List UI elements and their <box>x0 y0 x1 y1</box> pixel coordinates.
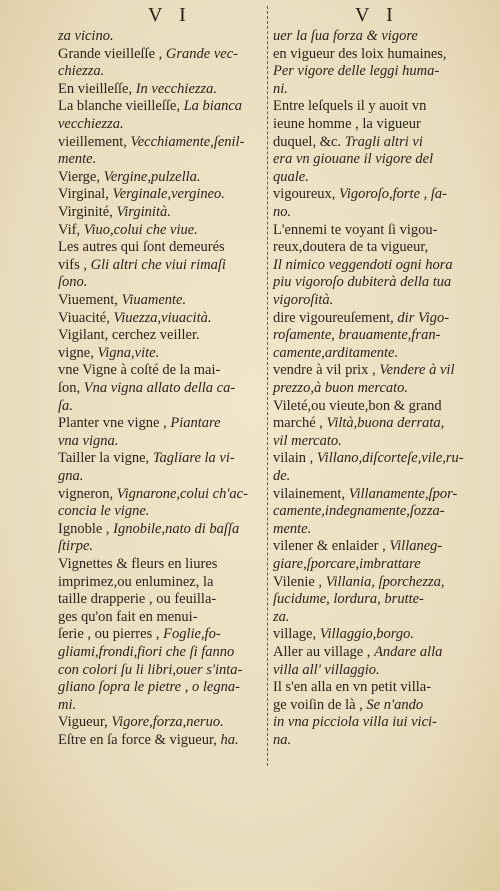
french-text: En vieilleſſe, <box>58 80 136 97</box>
italian-text: uer la ſua forza & vigore <box>273 28 418 44</box>
italian-text: era vn giouane il vigore del <box>273 151 434 168</box>
text-line <box>58 556 217 573</box>
italian-text: gna. <box>58 468 84 484</box>
italian-text: Villaneg- <box>389 538 443 555</box>
french-text: Vigueur, <box>58 714 112 731</box>
italian-text: camente,arditamente. <box>273 344 399 361</box>
text-line <box>273 714 437 731</box>
italian-text: Andare alla <box>374 644 443 660</box>
italian-text: de. <box>273 468 291 484</box>
italian-text: in vna picciola villa iui vici- <box>273 714 437 731</box>
text-line <box>273 327 440 344</box>
italian-text: mente. <box>58 151 97 168</box>
italian-text: Villano,diſcorteſe,vile,ru- <box>316 450 464 467</box>
italian-text: mi. <box>58 696 77 713</box>
text-line <box>273 345 398 362</box>
italian-text: Virginità. <box>116 204 171 220</box>
text-line <box>273 662 380 679</box>
french-text: Eſtre en ſa force & vigueur, <box>58 732 221 748</box>
text-line <box>58 310 212 327</box>
italian-text: ſa. <box>58 397 73 414</box>
french-text: Entre leſquels il y auoit vn <box>273 98 427 115</box>
text-line <box>273 310 449 327</box>
italian-text: quale. <box>273 168 309 185</box>
text-line <box>58 591 216 608</box>
text-line <box>58 134 244 151</box>
italian-text: Viuamente. <box>121 292 187 308</box>
text-line <box>273 433 342 450</box>
italian-text: Vna vigna allato della ca- <box>83 380 236 396</box>
text-line <box>273 186 447 203</box>
text-line <box>273 679 431 696</box>
italian-text: Villania, ſporchezza, <box>325 573 445 590</box>
french-text: village, <box>273 626 320 643</box>
french-text: imprimez,ou enluminez, la <box>58 573 214 590</box>
italian-text: Villanamente,ſpor- <box>348 485 458 502</box>
text-line <box>273 486 457 503</box>
french-text: Tailler la vigne, <box>58 450 153 467</box>
text-line <box>273 450 464 467</box>
text-line <box>58 327 200 344</box>
text-line <box>58 398 73 415</box>
italian-text: vecchiezza. <box>58 116 124 132</box>
french-text: vigneron, <box>58 485 117 502</box>
text-line <box>273 697 423 714</box>
text-line <box>273 81 288 98</box>
text-line <box>273 468 290 485</box>
italian-text: za vicino. <box>58 28 114 44</box>
french-text: vne Vigne à coſté de la mai- <box>58 362 221 379</box>
text-line <box>58 521 239 538</box>
text-line <box>58 626 221 643</box>
french-text: La blanche vieilleſſe, <box>58 98 184 115</box>
italian-text: Per vigore delle leggi huma- <box>273 63 440 80</box>
text-line <box>58 609 198 626</box>
french-text: marché , <box>273 415 327 432</box>
text-line <box>58 81 217 98</box>
text-line <box>58 186 225 203</box>
text-line <box>273 398 442 415</box>
text-line <box>58 662 242 679</box>
italian-text: Grande vec- <box>165 45 238 62</box>
text-line <box>58 345 159 362</box>
italian-text: Vergine,pulzella. <box>103 168 201 185</box>
column-divider <box>267 6 269 766</box>
french-text: dire vigoureuſement, <box>273 309 398 326</box>
text-line <box>58 468 83 485</box>
french-text: ſon, <box>58 380 84 396</box>
italian-text: Viuo,colui che viue. <box>83 221 198 238</box>
running-header-left: V I <box>148 4 192 26</box>
italian-text: Viuezza,viuacità. <box>113 309 212 326</box>
french-text: Vileté,ou vieute,bon & grand <box>273 397 442 414</box>
italian-text: Verginale,vergineo. <box>112 186 225 203</box>
french-text: Vigilant, cerchez veiller. <box>58 327 200 344</box>
italian-text: gliano ſopra le pietre , o legna- <box>58 679 240 696</box>
text-line <box>58 222 198 239</box>
text-line <box>58 46 238 63</box>
italian-text: dir Vigo- <box>397 309 450 326</box>
italian-text: Vignarone,colui ch'ac- <box>116 485 248 502</box>
italian-text: Foglie,fo- <box>163 626 221 643</box>
italian-text: Piantare <box>170 415 221 432</box>
french-text: Vierge, <box>58 168 104 185</box>
text-line <box>58 28 114 45</box>
text-line <box>273 362 454 379</box>
italian-text: Vigna,vite. <box>97 344 160 361</box>
text-line <box>58 433 118 450</box>
french-text: vigne, <box>58 344 98 361</box>
text-line <box>58 257 226 274</box>
italian-text: Vendere à vil <box>379 362 455 379</box>
italian-text: ha. <box>220 732 239 748</box>
italian-text: Il nimico veggendoti ogni hora <box>273 256 453 273</box>
text-line <box>273 521 311 538</box>
text-line <box>273 204 291 221</box>
french-text: vilainement, <box>273 485 349 502</box>
italian-text: vigoroſità. <box>273 292 334 308</box>
italian-text: giare,ſporcare,imbrattare <box>273 556 421 572</box>
french-text: vilener & enlaider , <box>273 538 390 555</box>
text-line <box>58 204 171 221</box>
text-line <box>273 63 439 80</box>
text-line <box>58 362 220 379</box>
italian-text: Se n'ando <box>366 696 424 713</box>
italian-text: no. <box>273 204 292 220</box>
french-text: ieune homme , la vigueur <box>273 116 421 132</box>
french-text: Ignoble , <box>58 520 114 537</box>
french-text: Viuacité, <box>58 309 114 326</box>
french-text: vigoureux, <box>273 186 340 203</box>
text-line <box>273 503 445 520</box>
text-line <box>273 169 309 186</box>
italian-text: Ignobile,nato di baſſa <box>113 520 240 537</box>
text-line <box>273 732 291 749</box>
text-line <box>58 116 124 133</box>
text-line <box>58 169 201 186</box>
french-text: vieillement, <box>58 133 131 150</box>
text-line <box>273 556 421 573</box>
text-line <box>58 380 235 397</box>
text-line <box>273 98 426 115</box>
text-line <box>273 46 447 63</box>
text-line <box>273 134 423 151</box>
italian-text: In vecchiezza. <box>135 80 218 97</box>
text-line <box>273 380 408 397</box>
italian-text: villa all' villaggio. <box>273 661 380 678</box>
text-line <box>273 151 433 168</box>
text-line <box>58 292 186 309</box>
text-line <box>58 679 240 696</box>
italian-text: chiezza. <box>58 63 105 80</box>
text-line <box>58 644 234 661</box>
text-line <box>58 450 235 467</box>
text-line <box>273 609 290 626</box>
text-line <box>58 503 149 520</box>
french-text: Il s'en alla en vn petit villa- <box>273 679 432 696</box>
text-line <box>273 538 442 555</box>
text-line <box>58 574 213 591</box>
italian-text: gliami,frondi,fiori che ſi fanno <box>58 644 235 660</box>
italian-text: Vecchiamente,ſenil- <box>130 133 245 150</box>
text-line <box>273 274 451 291</box>
french-text: Vignettes & fleurs en liures <box>58 556 218 572</box>
italian-text: camente,indegnamente,ſozza- <box>273 503 445 520</box>
french-text: Viuement, <box>58 292 122 308</box>
italian-text: roſamente, brauamente,fran- <box>273 327 441 344</box>
text-line <box>58 98 242 115</box>
italian-text: Vigoroſo,forte , ſa- <box>339 186 447 203</box>
french-text: en vigueur des loix humaines, <box>273 45 447 62</box>
text-line <box>58 486 248 503</box>
french-text: ſerie , ou pierres , <box>58 626 164 643</box>
italian-text: ſucidume, lordura, brutte- <box>273 591 424 608</box>
french-text: Virginal, <box>58 186 113 203</box>
french-text: Vilenie , <box>273 573 326 590</box>
running-header-right: V I <box>355 4 399 26</box>
italian-text: Vigore,forza,neruo. <box>111 714 224 731</box>
text-line <box>58 732 239 749</box>
text-line <box>58 714 224 731</box>
text-line <box>273 28 418 45</box>
italian-text: na. <box>273 732 292 748</box>
italian-text: piu vigoroſo dubiterà della tua <box>273 274 452 291</box>
italian-text: Gli altri che viui rimaſi <box>90 256 226 273</box>
text-line <box>58 415 221 432</box>
italian-text: ſtirpe. <box>58 538 94 555</box>
italian-text: ſono. <box>58 274 88 291</box>
text-line <box>273 222 438 239</box>
text-line <box>273 644 442 661</box>
french-text: vilain , <box>273 450 317 467</box>
french-text: vifs , <box>58 256 91 273</box>
text-line <box>58 274 87 291</box>
text-line <box>58 151 96 168</box>
italian-text: vil mercato. <box>273 432 342 449</box>
italian-text: con colori ſu li libri,ouer s'inta- <box>58 661 243 678</box>
italian-text: ni. <box>273 80 288 97</box>
text-line <box>58 697 76 714</box>
french-text: Grande vieilleſſe , <box>58 45 166 62</box>
french-text: Vif, <box>58 221 84 238</box>
french-text: vendre à vil prix , <box>273 362 380 379</box>
text-line <box>273 116 421 133</box>
french-text: reux,doutera de ta vigueur, <box>273 239 429 256</box>
french-text: ge voiſin de là , <box>273 696 367 713</box>
french-text: duquel, &c. <box>273 133 345 150</box>
italian-text: Tagliare la vi- <box>152 450 235 467</box>
text-line <box>273 292 333 309</box>
french-text: ges qu'on fait en menui- <box>58 608 198 625</box>
text-line <box>273 574 445 591</box>
text-line <box>273 626 414 643</box>
italian-text: prezzo,à buon mercato. <box>273 380 409 396</box>
italian-text: za. <box>273 608 290 625</box>
italian-text: mente. <box>273 520 312 537</box>
french-text: Planter vne vigne , <box>58 415 171 432</box>
text-line <box>58 538 93 555</box>
french-text: Aller au village , <box>273 644 375 660</box>
text-line <box>273 257 453 274</box>
italian-text: concia le vigne. <box>58 503 150 520</box>
italian-text: vna vigna. <box>58 432 119 449</box>
french-text: L'ennemi te voyant ſi vigou- <box>273 221 438 238</box>
italian-text: Viltà,buona derrata, <box>326 415 445 432</box>
text-line <box>58 63 104 80</box>
french-text: Virginité, <box>58 204 117 220</box>
text-line <box>273 591 424 608</box>
italian-text: Villaggio,borgo. <box>319 626 414 643</box>
text-line <box>273 415 444 432</box>
text-line <box>273 239 428 256</box>
italian-text: Tragli altri vi <box>344 133 423 150</box>
italian-text: La bianca <box>183 98 243 115</box>
text-line <box>58 239 225 256</box>
french-text: Les autres qui ſont demeurés <box>58 239 225 256</box>
french-text: taille drapperie , ou feuilla- <box>58 591 217 608</box>
